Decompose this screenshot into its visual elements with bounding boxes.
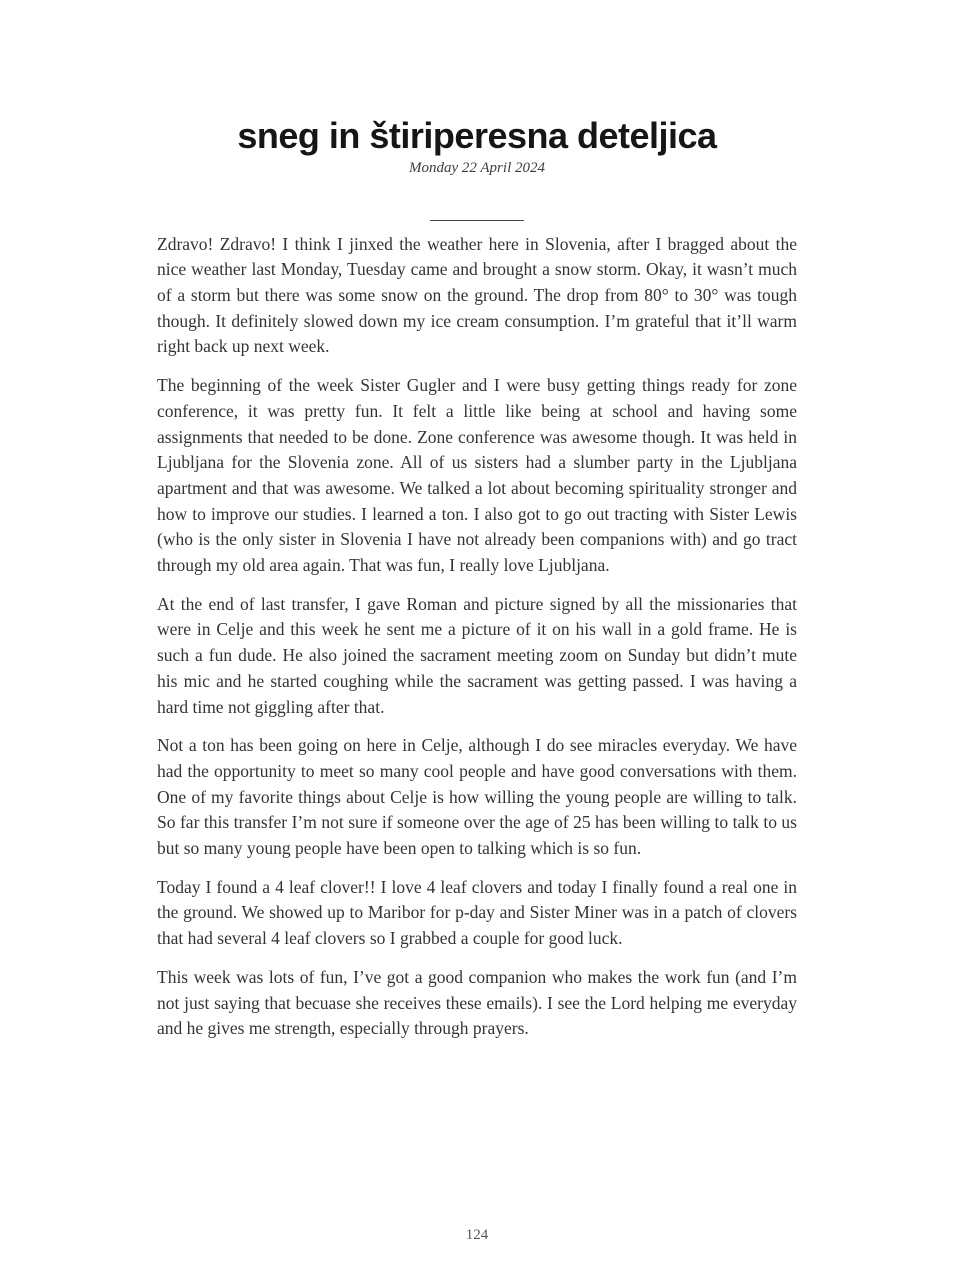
paragraph: The beginning of the week Sister Gugler and I were busy getting things ready for zone conference, it was pretty fun. It felt a little like being at school and having some assignments that needed to be done. Zone conference was awesome though. It was held in Ljubljana for the Slovenia zone. All of us sisters had a slumber party in the Ljubljana apartment and that was awesome. We talked a lot about becoming spirituality stronger and how to improve our studies. I learned a ton. I also got to go out tracting with Sister Lewis (who is the only sister in Slovenia I have not already been companions with) and go tract through my old area again. That was fun, I really love Ljubljana.	[157, 375, 797, 576]
paragraph: At the end of last transfer, I gave Roman and picture signed by all the missionaries that were in Celje and this week he sent me a picture of it on his wall in a gold frame. He is such a fun dude. He also joined the sacrament meeting zoom on Sunday but didn’t mute his mic and he started coughing while the sacrament was getting passed. I was having a hard time not giggling after that.	[157, 593, 797, 717]
page-title: sneg in štiriperesna deteljica	[237, 115, 717, 156]
paragraph: This week was lots of fun, I’ve got a good companion who makes the work fun (and I’m not just saying that becuase she receives these emails). I see the Lord helping me everyday and he gives me strength, especially through prayers.	[157, 966, 797, 1039]
paragraph: Not a ton has been going on here in Celje, although I do see miracles everyday. We have had the opportunity to meet so many cool people and have good conversations with them. One of my favorite things about Celje is how willing the young people are willing to talk. So far this transfer I’m not sure if someone over the age of 25 has been willing to talk to us but so many young people have been open to talking which is so fun.	[157, 735, 797, 859]
paragraph: Zdravo! Zdravo! I think I jinxed the weather here in Slovenia, after I bragged about the nice weather last Monday, Tuesday came and brought a snow storm. Okay, it wasn’t much of a storm but there was some snow on the ground. The drop from 80° to 30° was tough though. It definitely slowed down my ice cream consumption. I’m grateful that it’ll warm right back up next week.	[157, 233, 797, 357]
document-header	[0, 0, 954, 177]
document-body	[157, 222, 797, 1042]
post-date: Monday 22 April 2024	[409, 159, 545, 176]
paragraph: Today I found a 4 leaf clover!! I love 4 leaf clovers and today I finally found a real one in the ground. We showed up to Maribor for p-day and Sister Miner was in a patch of clovers that had several 4 leaf clovers so I grabbed a couple for good luck.	[157, 876, 797, 949]
section-divider: ___________	[430, 203, 524, 223]
page-number: 124	[465, 1227, 489, 1243]
